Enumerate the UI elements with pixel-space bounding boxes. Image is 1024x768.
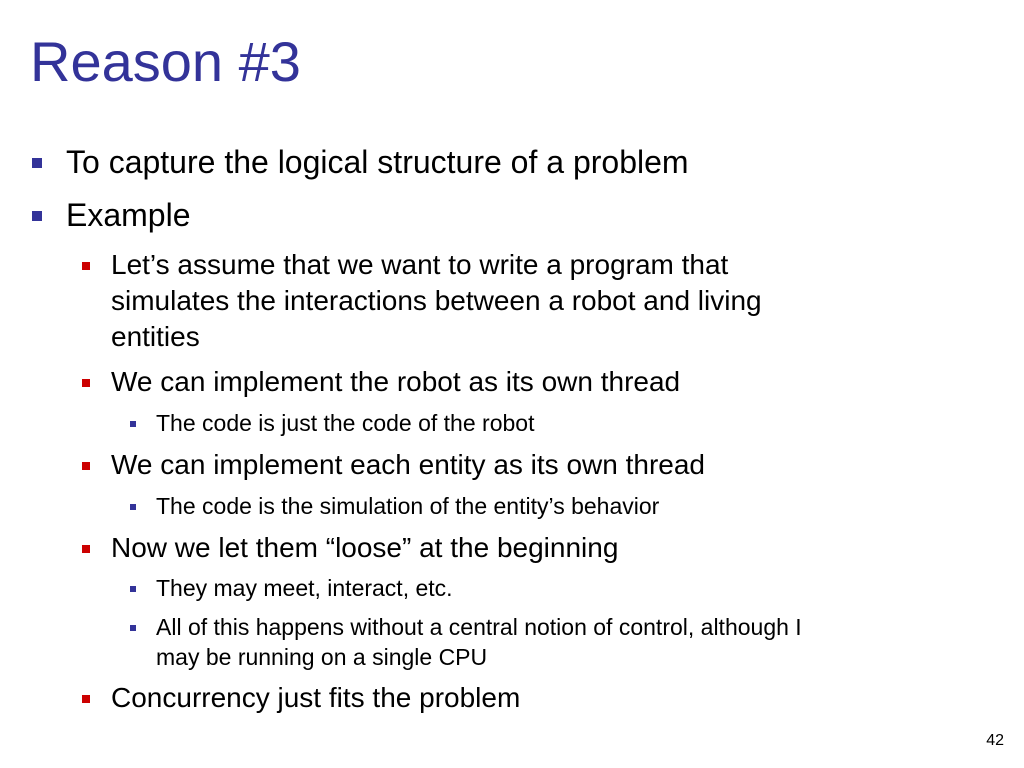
- bullet-text: Example: [66, 197, 191, 233]
- bullet-text: The code is the simulation of the entity’s behavior: [156, 493, 660, 519]
- bullet-text-line: may be running on a single CPU: [156, 644, 488, 670]
- square-bullet-icon: [32, 211, 42, 221]
- bullet-text: The code is just the code of the robot: [156, 410, 535, 436]
- square-bullet-icon: [130, 586, 136, 592]
- bullet-text: We can implement the robot as its own thread: [111, 366, 681, 397]
- bullet-text: Now we let them “loose” at the beginning: [111, 532, 619, 563]
- bullet-text-line: entities: [111, 321, 200, 352]
- square-bullet-icon: [82, 695, 90, 703]
- bullet-text-line: All of this happens without a central notion of control, although I: [156, 614, 802, 640]
- bullet-text: They may meet, interact, etc.: [156, 575, 453, 601]
- square-bullet-icon: [130, 504, 136, 510]
- square-bullet-icon: [130, 421, 136, 427]
- bullet-text-line: simulates the interactions between a robot and living: [111, 285, 762, 316]
- page-number: 42: [986, 732, 1004, 749]
- square-bullet-icon: [82, 462, 90, 470]
- bullet-text: To capture the logical structure of a problem: [66, 144, 689, 180]
- bullet-text-line: Let’s assume that we want to write a program that: [111, 249, 729, 280]
- square-bullet-icon: [82, 545, 90, 553]
- square-bullet-icon: [32, 158, 42, 168]
- bullet-text: We can implement each entity as its own thread: [111, 449, 706, 480]
- square-bullet-icon: [130, 625, 136, 631]
- bullet-text: Concurrency just fits the problem: [111, 682, 521, 713]
- square-bullet-icon: [82, 379, 90, 387]
- slide-title: Reason #3: [30, 30, 301, 93]
- square-bullet-icon: [82, 262, 90, 270]
